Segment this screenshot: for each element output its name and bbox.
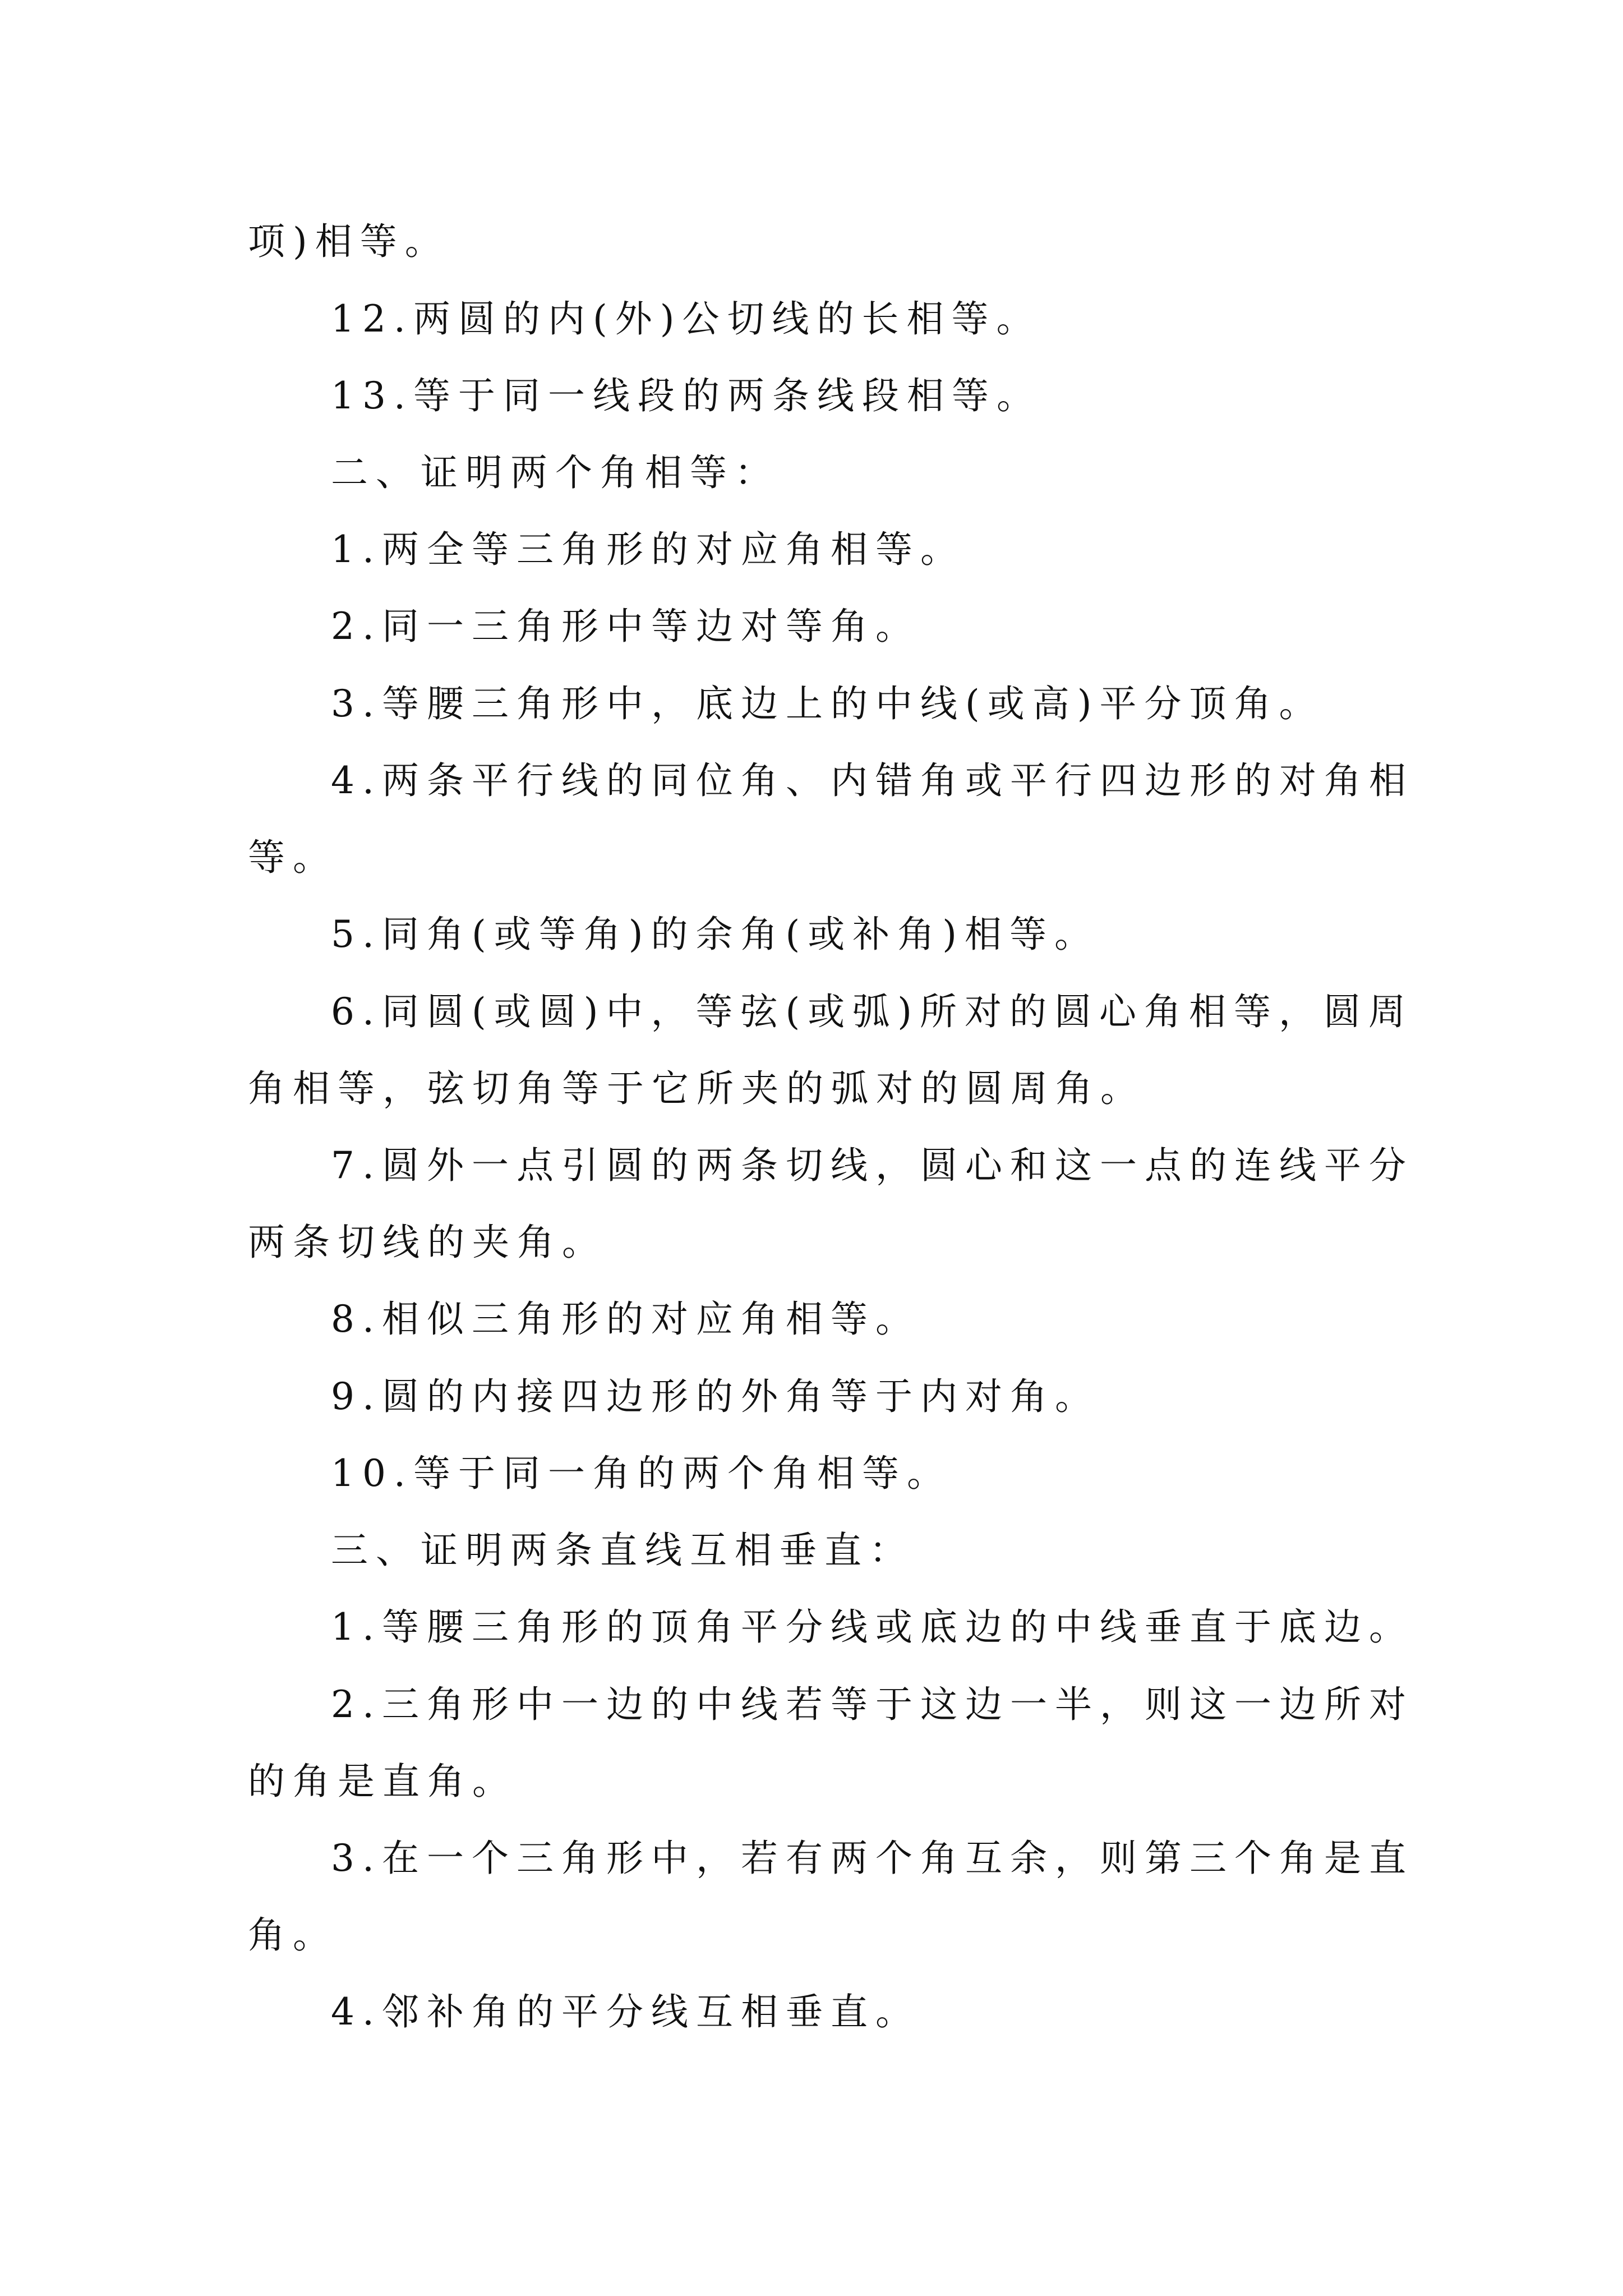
item-perpendicular-3: 3.在一个三角形中，若有两个角互余，则第三个角是直 [331,1837,1414,1880]
item-perpendicular-2: 2.三角形中一边的中线若等于这边一半，则这一边所对 [331,1683,1414,1726]
item-angles-3: 3.等腰三角形中，底边上的中线(或高)平分顶角。 [331,682,1324,725]
item-angles-7-cont: 两条切线的夹角。 [248,1221,607,1264]
item-angles-10: 10.等于同一角的两个角相等。 [331,1452,952,1495]
item-angles-6: 6.同圆(或圆)中，等弦(或弧)所对的圆心角相等，圆周 [331,990,1413,1033]
item-angles-2: 2.同一三角形中等边对等角。 [331,605,920,648]
continued-line: 项)相等。 [248,220,450,263]
item-angles-8: 8.相似三角形的对应角相等。 [331,1297,920,1341]
item-perpendicular-4: 4.邻补角的平分线互相垂直。 [331,1990,920,2033]
item-angles-9: 9.圆的内接四边形的外角等于内对角。 [331,1375,1100,1418]
item-angles-6-cont: 角相等，弦切角等于它所夹的弧对的圆周角。 [248,1067,1145,1110]
section-heading-perpendicular: 三、证明两条直线互相垂直： [331,1529,914,1572]
item-equal-segments-12: 12.两圆的内(外)公切线的长相等。 [331,297,1041,341]
item-equal-segments-13: 13.等于同一线段的两条线段相等。 [331,374,1041,417]
item-angles-4: 4.两条平行线的同位角、内错角或平行四边形的对角相 [331,759,1414,802]
item-angles-1: 1.两全等三角形的对应角相等。 [331,528,965,571]
item-perpendicular-2-cont: 的角是直角。 [248,1760,517,1803]
item-angles-7: 7.圆外一点引圆的两条切线，圆心和这一点的连线平分 [331,1144,1414,1187]
item-perpendicular-1: 1.等腰三角形的顶角平分线或底边的中线垂直于底边。 [331,1605,1414,1649]
section-heading-angles: 二、证明两个角相等： [331,451,780,494]
item-perpendicular-3-cont: 角。 [248,1913,338,1957]
item-angles-4-cont: 等。 [248,836,338,879]
item-angles-5: 5.同角(或等角)的余角(或补角)相等。 [331,913,1099,956]
